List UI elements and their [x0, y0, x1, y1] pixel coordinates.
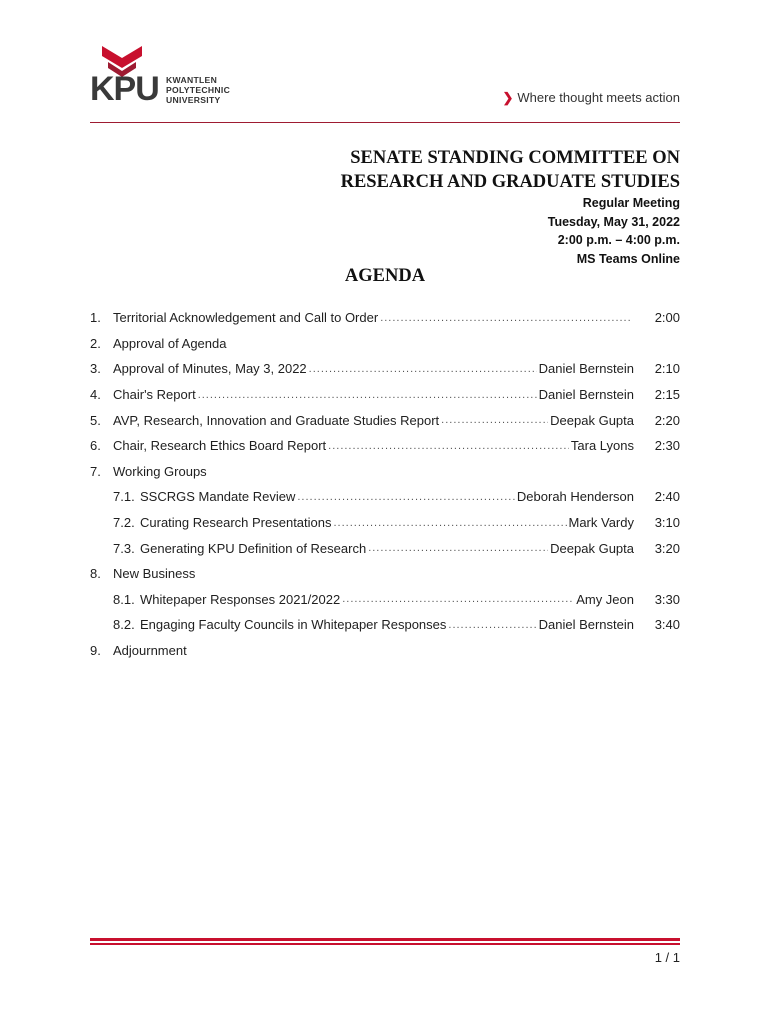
agenda-item-title: Chair, Research Ethics Board Report — [113, 438, 327, 454]
agenda-item-time: 2:10 — [654, 361, 680, 377]
meeting-date: Tuesday, May 31, 2022 — [547, 214, 680, 229]
dot-leader — [448, 618, 536, 632]
dot-leader — [380, 311, 632, 325]
agenda-item — [90, 561, 680, 587]
agenda-item-time: 3:40 — [654, 617, 680, 633]
agenda-item — [90, 382, 680, 408]
agenda-item-title: Generating KPU Definition of Research — [140, 540, 367, 556]
agenda-item-number: 6. — [90, 438, 101, 454]
agenda-item-time: 3:10 — [654, 515, 680, 531]
institution-line-1: KWANTLEN — [166, 75, 218, 85]
agenda-item-title: Engaging Faculty Councils in Whitepaper Responses — [140, 617, 447, 633]
institution-line-2: POLYTECHNIC — [166, 85, 231, 95]
dot-leader — [309, 362, 537, 376]
title-line-2: RESEARCH AND GRADUATE STUDIES — [340, 172, 680, 192]
agenda-item-number: 8. — [90, 566, 101, 582]
agenda-item-time: 2:40 — [654, 489, 680, 505]
agenda-item-presenter: Tara Lyons — [570, 438, 634, 454]
kpu-logo — [90, 46, 250, 106]
agenda-item-presenter: Daniel Bernstein — [538, 617, 634, 633]
agenda-item-number: 5. — [90, 412, 101, 428]
agenda-item — [90, 535, 680, 561]
agenda-item-title: Working Groups — [113, 463, 207, 479]
agenda-item-title: Whitepaper Responses 2021/2022 — [140, 591, 341, 607]
agenda-item-presenter: Mark Vardy — [568, 515, 634, 531]
dot-leader — [198, 388, 537, 402]
agenda-item — [90, 612, 680, 638]
agenda-item-number: 4. — [90, 387, 101, 403]
agenda-item-title: Chair's Report — [113, 387, 196, 403]
agenda-item — [90, 587, 680, 613]
agenda-item-title: Curating Research Presentations — [140, 515, 332, 531]
agenda-item-title: New Business — [113, 566, 196, 582]
agenda-item-number: 7.3. — [113, 540, 135, 556]
dot-leader — [441, 413, 548, 427]
agenda-item — [90, 459, 680, 485]
dot-leader — [334, 516, 567, 530]
title-line-1: SENATE STANDING COMMITTEE ON — [350, 148, 680, 168]
meeting-time: 2:00 p.m. – 4:00 p.m. — [557, 233, 680, 247]
agenda-item — [90, 331, 680, 357]
document-title — [341, 146, 680, 194]
agenda-item — [90, 305, 680, 331]
agenda-item — [90, 638, 680, 664]
footer-divider-thick — [90, 938, 680, 941]
agenda-item-time: 2:30 — [654, 438, 680, 454]
institution-line-3: UNIVERSITY — [166, 95, 221, 105]
agenda-item-time: 3:20 — [654, 540, 680, 556]
meeting-location: MS Teams Online — [576, 251, 680, 266]
agenda-item-number: 7. — [90, 463, 101, 479]
agenda-item-presenter: Deborah Henderson — [516, 489, 634, 505]
dot-leader — [368, 541, 548, 555]
agenda-item-title: Approval of Agenda — [113, 335, 227, 351]
agenda-item-presenter: Deepak Gupta — [550, 540, 634, 556]
agenda-item-title: AVP, Research, Innovation and Graduate Studies Report — [113, 412, 440, 428]
tagline-text: Where thought meets action — [517, 90, 680, 105]
agenda-item — [90, 510, 680, 536]
agenda-item — [90, 356, 680, 382]
agenda-item-time: 3:30 — [654, 591, 680, 607]
agenda-item-number: 1. — [90, 310, 101, 326]
agenda-item — [90, 433, 680, 459]
agenda-item-number: 8.2. — [113, 617, 135, 633]
agenda-item-presenter: Amy Jeon — [576, 591, 634, 607]
agenda-item-time: 2:00 — [654, 310, 680, 326]
agenda-item-presenter: Daniel Bernstein — [538, 361, 634, 377]
agenda-item-number: 7.2. — [113, 515, 135, 531]
agenda-item-time: 2:20 — [654, 412, 680, 428]
meeting-details — [548, 194, 680, 268]
agenda-item-number: 3. — [90, 361, 101, 377]
agenda-item-title: SSCRGS Mandate Review — [140, 489, 296, 505]
footer-divider-thin — [90, 943, 680, 945]
institution-name — [166, 75, 230, 105]
agenda-item-presenter: Daniel Bernstein — [538, 387, 634, 403]
dot-leader — [342, 592, 574, 606]
agenda-item-presenter: Deepak Gupta — [550, 412, 634, 428]
dot-leader — [297, 490, 515, 504]
agenda-item-number: 2. — [90, 335, 101, 351]
agenda-list — [90, 305, 680, 663]
chevron-right-icon: ❯ — [502, 90, 514, 105]
agenda-item-title: Territorial Acknowledgement and Call to Order — [113, 310, 379, 326]
tagline — [503, 90, 681, 106]
logo-wordmark: KPU — [90, 70, 159, 108]
agenda-item-time: 2:15 — [654, 387, 680, 403]
agenda-item-number: 9. — [90, 643, 101, 659]
page-number: 1 / 1 — [654, 950, 680, 965]
header-divider — [90, 122, 680, 123]
agenda-item-number: 7.1. — [113, 489, 135, 505]
agenda-item — [90, 407, 680, 433]
dot-leader — [328, 439, 569, 453]
agenda-item — [90, 484, 680, 510]
agenda-item-number: 8.1. — [113, 591, 135, 607]
agenda-item-title: Approval of Minutes, May 3, 2022 — [113, 361, 307, 377]
meeting-type: Regular Meeting — [582, 196, 680, 210]
agenda-heading: AGENDA — [344, 266, 426, 286]
agenda-item-title: Adjournment — [113, 643, 187, 659]
